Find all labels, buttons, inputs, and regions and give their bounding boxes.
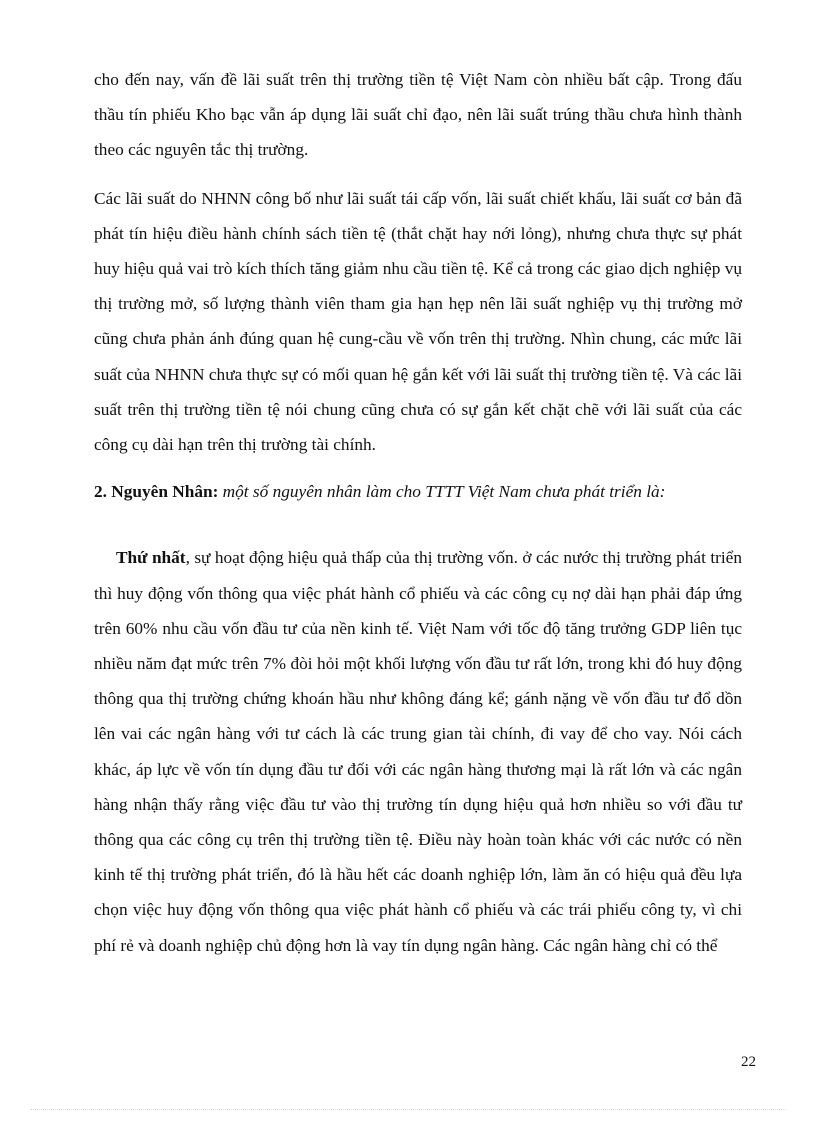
document-page: [94, 62, 742, 963]
section-heading-subtitle: một số nguyên nhân làm cho TTTT Việt Nam chưa phát triển là:: [218, 482, 666, 502]
section-heading: [94, 474, 742, 509]
paragraph-first-cause-lead: Thứ nhất: [116, 548, 186, 568]
section-heading-label: 2. Nguyên Nhân:: [94, 482, 219, 502]
paragraph-sbv-rates: Các lãi suất do NHNN công bố như lãi suất tái cấp vốn, lãi suất chiết khấu, lãi suất cơ bản đã phát tín hiệu điều hành chính sách tiền tệ (thắt chặt hay nới lỏng), nhưng chưa thực sự phát huy hiệu quả vai trò kích thích tăng giảm nhu cầu tiền tệ. Kể cả trong các giao dịch nghiệp vụ thị trường mở, số lượng thành viên tham gia hạn hẹp nên lãi suất nghiệp vụ thị trường mở cũng chưa phản ánh đúng quan hệ cung-cầu về vốn trên thị trường. Nhìn chung, các mức lãi suất của NHNN chưa thực sự có mối quan hệ gắn kết với lãi suất thị trường tiền tệ. Và các lãi suất trên thị trường tiền tệ nói chung cũng chưa có sự gắn kết chặt chẽ với lãi suất của các công cụ dài hạn trên thị trường tài chính.: [94, 188, 742, 455]
paragraph-first-cause-text: , sự hoạt động hiệu quả thấp của thị trường vốn. ở các nước thị trường phát triển thì huy động vốn thông qua việc phát hành cổ phiếu và các công cụ nợ dài hạn phải đáp ứng trên 60% nhu cầu vốn đầu tư của nền kinh tế. Việt Nam với tốc độ tăng trưởng GDP liên tục nhiều năm đạt mức trên 7% đòi hỏi một khối lượng vốn đầu tư rất lớn, trong khi đó huy động thông qua thị trường chứng khoán hầu như không đáng kể; gánh nặng về vốn đầu tư đổ dồn lên vai các ngân hàng với tư cách là các trung gian tài chính, đi vay để cho vay. Nói cách khác, áp lực về vốn tín dụng đầu tư đối với các ngân hàng thương mại là rất lớn và các ngân hàng nhận thấy rằng việc đầu tư vào thị trường tín dụng hiệu quả hơn nhiều so với đầu tư thông qua các công cụ trên thị trường tiền tệ. Điều này hoàn toàn khác với các nước có nền kinh tế thị trường phát triển, đó là hầu hết các doanh nghiệp lớn, làm ăn có hiệu quả đều lựa chọn việc huy động vốn thông qua việc phát hành cổ phiếu và các trái phiếu công ty, vì chi phí rẻ và doanh nghiệp chủ động hơn là vay tín dụng ngân hàng. Các ngân hàng chỉ có thể: [94, 548, 742, 955]
footer-divider: [30, 1109, 786, 1110]
paragraph-interest-rate-issues: cho đến nay, vấn đề lãi suất trên thị trường tiền tệ Việt Nam còn nhiều bất cập. Trong đấu thầu tín phiếu Kho bạc vẫn áp dụng lãi suất chỉ đạo, nên lãi suất trúng thầu chưa hình thành theo các nguyên tắc thị trường.: [94, 70, 742, 160]
paragraph-first-cause: [94, 540, 742, 962]
page-number: 22: [741, 1054, 756, 1070]
